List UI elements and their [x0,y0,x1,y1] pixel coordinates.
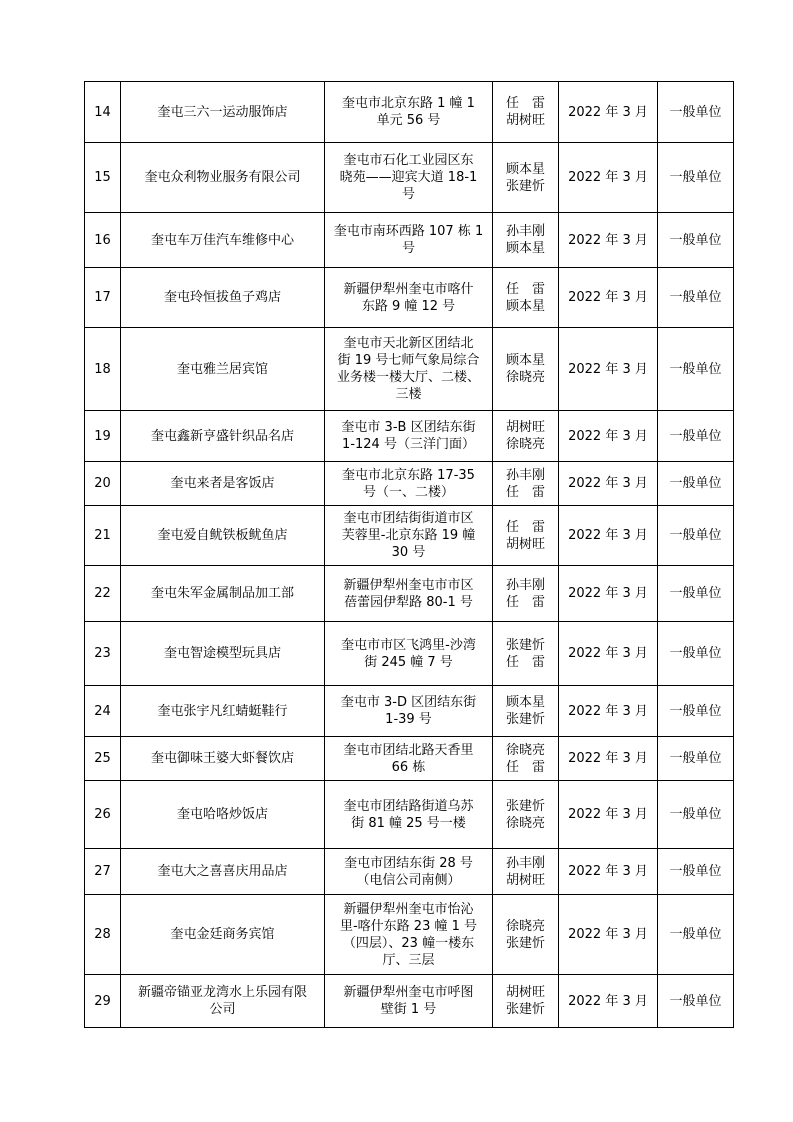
unit-address-line: 新疆伊犁州奎屯市怡沁 [343,901,474,917]
inspectors [493,268,559,328]
inspectors-line: 孙丰刚 [505,855,545,871]
inspectors-line: 胡树旺 [505,985,545,1000]
inspection-date: 2022 年 3 月 [559,268,658,328]
unit-address-line: 奎屯市团结路街道乌苏 [343,798,474,814]
unit-address-line: 壁街 1 号 [380,1002,437,1017]
unit-address-line: 66 栋 [391,759,426,775]
inspectors-line: 顾本星 [505,695,545,710]
unit-address-line: 奎屯市团结北路天香里 [343,742,474,758]
inspectors-line: 张建忻 [505,637,545,653]
unit-category: 一般单位 [658,622,734,686]
row-number: 22 [85,566,121,622]
table-row [85,737,734,781]
inspectors-line: 徐晓亮 [505,370,545,385]
unit-address-line: 号 [401,241,415,256]
row-number: 28 [85,895,121,975]
unit-address-line: 奎屯市团结街街道市区 [343,511,474,526]
inspectors [493,849,559,895]
table-row [85,82,734,143]
inspection-date: 2022 年 3 月 [559,506,658,566]
unit-name: 奎屯御味王婆大虾餐饮店 [121,737,325,781]
inspectors [493,975,559,1028]
unit-category: 一般单位 [658,411,734,462]
inspection-date: 2022 年 3 月 [559,622,658,686]
unit-address-line: 奎屯市 3-D 区团结东街 [340,695,477,710]
unit-name: 奎屯众利物业服务有限公司 [121,143,325,213]
inspectors-line: 张建忻 [505,798,545,814]
unit-address [325,82,493,143]
unit-address [325,268,493,328]
unit-address [325,213,493,268]
inspectors [493,737,559,781]
unit-address-line: 奎屯市石化工业园区东 [343,153,474,168]
unit-category: 一般单位 [658,506,734,566]
inspectors [493,895,559,975]
row-number: 17 [85,268,121,328]
inspectors-line: 任 雷 [505,594,545,610]
unit-address-line: 奎屯市团结东街 28 号 [344,855,473,871]
inspection-date: 2022 年 3 月 [559,849,658,895]
inspectors-line: 胡树旺 [505,113,545,128]
inspectors-line: 任 雷 [505,519,545,535]
unit-name: 奎屯雅兰居宾馆 [121,328,325,411]
row-number: 16 [85,213,121,268]
inspectors [493,411,559,462]
inspectors [493,506,559,566]
unit-name: 奎屯三六一运动服饰店 [121,82,325,143]
unit-address [325,143,493,213]
unit-address-line: 奎屯市 3-B 区团结东街 [341,420,476,435]
unit-address-line: 奎屯市北京东路 1 幢 1 [342,96,475,111]
inspectors-line: 孙丰刚 [505,577,545,593]
unit-address-line: 街 245 幢 7 号 [364,654,453,670]
inspectors-line: 任 雷 [505,96,545,111]
inspectors [493,143,559,213]
unit-name: 奎屯大之喜喜庆用品店 [121,849,325,895]
row-number: 19 [85,411,121,462]
unit-address [325,411,493,462]
unit-address-line: 号（一、二楼） [362,484,454,500]
unit-address-line: 街 19 号七师气象局综合 [337,353,480,368]
unit-category: 一般单位 [658,781,734,849]
row-number: 15 [85,143,121,213]
unit-category: 一般单位 [658,213,734,268]
inspection-date: 2022 年 3 月 [559,411,658,462]
table-row [85,895,734,975]
unit-category: 一般单位 [658,895,734,975]
unit-category: 一般单位 [658,975,734,1028]
row-number: 20 [85,462,121,506]
unit-category: 一般单位 [658,268,734,328]
table-row [85,328,734,411]
inspectors [493,566,559,622]
inspectors-line: 任 雷 [505,759,545,775]
unit-address [325,566,493,622]
inspection-date: 2022 年 3 月 [559,975,658,1028]
unit-address [325,462,493,506]
inspection-date: 2022 年 3 月 [559,686,658,737]
unit-address [325,506,493,566]
table-row [85,462,734,506]
inspection-date: 2022 年 3 月 [559,566,658,622]
unit-name: 奎屯玲恒拔鱼子鸡店 [121,268,325,328]
unit-name: 奎屯金廷商务宾馆 [121,895,325,975]
unit-address [325,975,493,1028]
unit-category: 一般单位 [658,686,734,737]
unit-category: 一般单位 [658,143,734,213]
unit-category: 一般单位 [658,737,734,781]
unit-name: 奎屯爱自鱿铁板鱿鱼店 [121,506,325,566]
unit-address-line: 奎屯市北京东路 17-35 [342,467,475,483]
row-number: 18 [85,328,121,411]
row-number: 24 [85,686,121,737]
table-row [85,622,734,686]
unit-name: 奎屯张宇凡红蜻蜓鞋行 [121,686,325,737]
unit-address [325,737,493,781]
table-row [85,849,734,895]
inspection-date: 2022 年 3 月 [559,328,658,411]
row-number: 29 [85,975,121,1028]
inspectors-line: 任 雷 [505,654,545,670]
table-row [85,566,734,622]
table-row [85,686,734,737]
inspection-date: 2022 年 3 月 [559,737,658,781]
unit-address-line: 东路 9 幢 12 号 [361,298,456,314]
row-number: 14 [85,82,121,143]
row-number: 21 [85,506,121,566]
inspectors-line: 张建忻 [505,935,545,951]
unit-address-line: 奎屯市天北新区团结北 [343,336,474,351]
table-row [85,268,734,328]
unit-name-line: 新疆帝锚亚龙湾水上乐园有限 [137,985,307,1000]
table-row [85,143,734,213]
unit-category: 一般单位 [658,462,734,506]
row-number: 23 [85,622,121,686]
inspectors [493,781,559,849]
row-number: 25 [85,737,121,781]
inspectors-line: 胡树旺 [505,420,545,435]
unit-category: 一般单位 [658,328,734,411]
table-row [85,213,734,268]
inspectors [493,328,559,411]
unit-address-line: 蓓蕾园伊犁路 80-1 号 [344,594,473,610]
unit-address-line: 晓苑——迎宾大道 18-1 [339,170,478,185]
unit-address-line: 30 号 [391,545,426,560]
inspectors-line: 胡树旺 [505,872,545,888]
table-row [85,975,734,1028]
unit-category: 一般单位 [658,566,734,622]
row-number: 27 [85,849,121,895]
unit-address-line: 街 81 幢 25 号一楼 [351,815,466,831]
inspectors [493,213,559,268]
unit-address-line: 新疆伊犁州奎屯市市区 [343,577,474,593]
unit-address-line: 新疆伊犁州奎屯市喀什 [343,281,474,297]
unit-address [325,849,493,895]
unit-name: 奎屯朱军金属制品加工部 [121,566,325,622]
inspection-date: 2022 年 3 月 [559,462,658,506]
table-row [85,506,734,566]
row-number: 26 [85,781,121,849]
unit-address-line: 厅、三层 [382,952,435,968]
unit-name: 奎屯哈咯炒饭店 [121,781,325,849]
unit-address [325,328,493,411]
unit-name: 奎屯鑫新亨盛针织品名店 [121,411,325,462]
inspectors-line: 胡树旺 [505,536,545,552]
inspectors-line: 张建忻 [505,1002,545,1017]
unit-name: 奎屯智途模型玩具店 [121,622,325,686]
unit-address-line: （四层）、23 幢一楼东 [342,935,475,951]
inspectors-line: 顾本星 [505,353,545,368]
inspection-date: 2022 年 3 月 [559,781,658,849]
inspectors-line: 任 雷 [505,281,545,297]
unit-address [325,622,493,686]
inspectors [493,686,559,737]
unit-category: 一般单位 [658,82,734,143]
inspectors [493,622,559,686]
unit-address [325,686,493,737]
inspectors-line: 张建忻 [505,178,545,194]
inspectors-line: 孙丰刚 [505,467,545,483]
table-row [85,411,734,462]
unit-address-line: 奎屯市南环西路 107 栋 1 [333,224,484,239]
unit-address-line: （电信公司南侧） [356,872,461,888]
table-row [85,781,734,849]
unit-address-line: 单元 56 号 [376,113,441,128]
inspectors-line: 任 雷 [505,484,545,500]
inspection-date: 2022 年 3 月 [559,895,658,975]
inspection-table [84,81,734,1028]
unit-address-line: 1-39 号 [385,712,432,727]
unit-address-line: 奎屯市市区飞鸿里-沙湾 [341,637,476,653]
table-body [85,82,734,1028]
inspectors [493,82,559,143]
unit-address-line: 号 [401,187,415,202]
unit-address-line: 1-124 号（三洋门面） [342,437,475,452]
inspectors-line: 顾本星 [505,241,545,256]
inspection-date: 2022 年 3 月 [559,143,658,213]
unit-name: 奎屯车万佳汽车维修中心 [121,213,325,268]
unit-address [325,895,493,975]
unit-category: 一般单位 [658,849,734,895]
unit-name: 奎屯来者是客饭店 [121,462,325,506]
inspectors-line: 孙丰刚 [505,224,545,239]
unit-address-line: 业务楼一楼大厅、二楼、 [336,370,480,385]
unit-name [121,975,325,1028]
inspectors-line: 张建忻 [505,712,545,727]
unit-address-line: 芙蓉里-北京东路 19 幢 [341,528,476,543]
inspectors-line: 徐晓亮 [505,437,545,452]
inspectors-line: 徐晓亮 [505,815,545,831]
inspectors [493,462,559,506]
inspectors-line: 徐晓亮 [505,918,545,934]
inspectors-line: 徐晓亮 [505,742,545,758]
unit-address [325,781,493,849]
unit-address-line: 三楼 [395,387,422,402]
inspection-date: 2022 年 3 月 [559,82,658,143]
inspectors-line: 顾本星 [505,161,545,177]
unit-address-line: 新疆伊犁州奎屯市呼图 [343,985,474,1000]
unit-address-line: 里-喀什东路 23 幢 1 号 [339,918,478,934]
inspectors-line: 顾本星 [505,298,545,314]
inspection-date: 2022 年 3 月 [559,213,658,268]
unit-name-line: 公司 [209,1002,236,1017]
